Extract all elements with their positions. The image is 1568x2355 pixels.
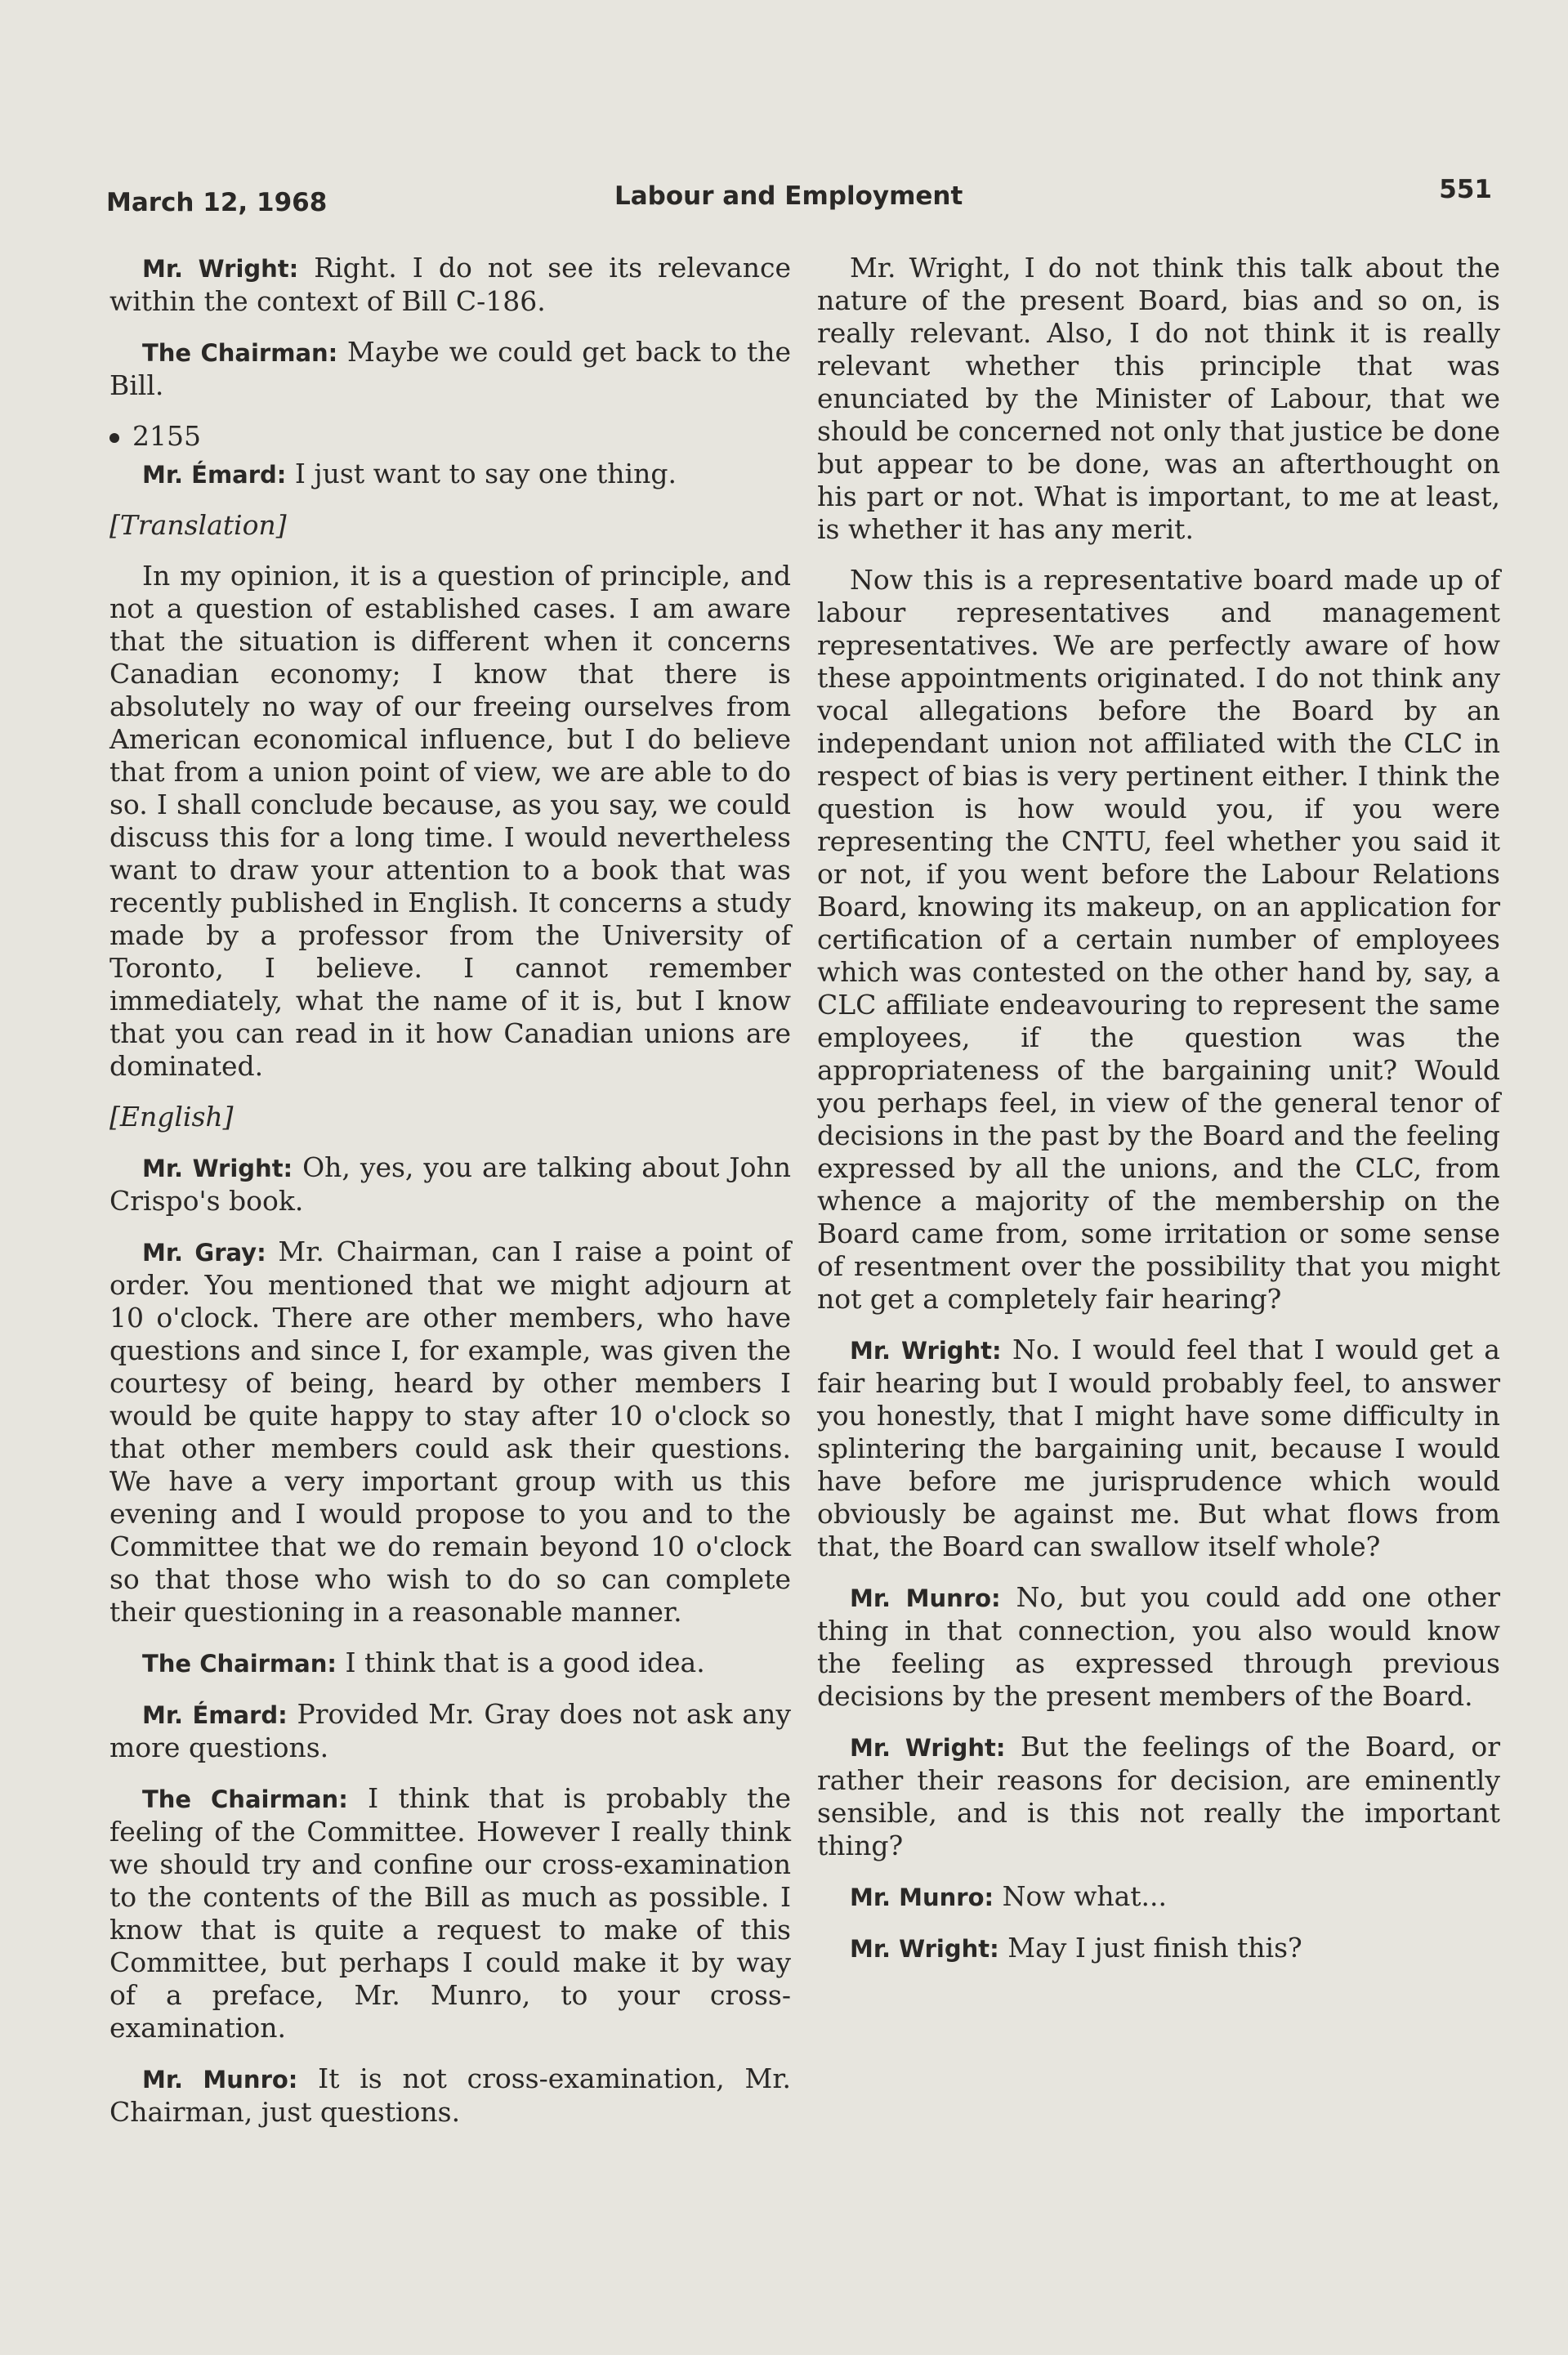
speaker-name: Mr. Émard: xyxy=(142,461,287,489)
speaker-name: Mr. Wright: xyxy=(850,1337,1002,1365)
speech-text: Right. I do not see its relevance within the context of Bill C-186. xyxy=(109,252,791,317)
speech-paragraph xyxy=(109,336,791,402)
speech-paragraph xyxy=(109,1647,791,1680)
language-tag: [English] xyxy=(109,1101,234,1133)
header-title: Labour and Employment xyxy=(614,181,963,211)
speech-text: I think that is probably the feeling of the Committee. However I really think we should try and confine our cross-examination to the contents of the Bill as much as possible. I know that is quite a request to make of this Committee, but perhaps I could make it by way of a preface, Mr. Munro, to your cross-examination. xyxy=(109,1782,791,2044)
time-marker xyxy=(109,420,791,453)
speech-text: I think that is a good idea. xyxy=(336,1647,705,1678)
speaker-name: Mr. Wright: xyxy=(142,1155,293,1182)
speech-paragraph xyxy=(109,458,791,491)
paragraph: In my opinion, it is a question of principle, and not a question of established cases. I am aware that the situation is different when it concerns Canadian economy; I know that there is absolutely no way of our freeing ourselves from American economical influence, but I do believe that from a union point of view, we are able to do so. I shall conclude because, as you say, we could discuss this for a long time. I would nevertheless want to draw your attention to a book that was recently published in English. It concerns a study made by a professor from the University of Toronto, I believe. I cannot remember immediately, what the name of it is, but I know that you can read in it how Canadian unions are dominated. xyxy=(109,560,791,1082)
speech-paragraph xyxy=(817,1731,1500,1862)
right-column xyxy=(817,252,1500,1983)
speaker-name: Mr. Wright: xyxy=(850,1935,999,1963)
speech-paragraph xyxy=(109,252,791,318)
speaker-name: Mr. Munro: xyxy=(850,1884,994,1911)
time-marker-text: 2155 xyxy=(132,420,201,452)
paragraph: Mr. Wright, I do not think this talk about the nature of the present Board, bias and so on, is really relevant. Also, I do not think it is really relevant whether this principle that was enunciated by the Minister of Labour, that we should be concerned not only that justice be done but appear to be done, was an afterthought on his part or not. What is important, to me at least, is whether it has any merit. xyxy=(817,252,1500,545)
speaker-name: The Chairman: xyxy=(142,1650,337,1678)
speech-paragraph xyxy=(817,1334,1500,1563)
speech-paragraph xyxy=(109,1698,791,1764)
speech-text: No, but you could add one other thing in that connection, you also would know the feeling as expressed through previous decisions by the present members of the Board. xyxy=(817,1581,1500,1712)
speech-text: Maybe we could get back to the Bill. xyxy=(109,336,791,401)
speech-paragraph xyxy=(109,1236,791,1629)
speaker-name: Mr. Munro: xyxy=(850,1584,1001,1612)
speech-text: May I just finish this? xyxy=(998,1932,1302,1964)
speaker-name: Mr. Wright: xyxy=(850,1734,1006,1762)
speech-text: It is not cross-examination, Mr. Chairman, just questions. xyxy=(109,2062,791,2128)
speech-text: Provided Mr. Gray does not ask any more questions. xyxy=(109,1698,791,1763)
speech-paragraph xyxy=(817,1581,1500,1713)
speaker-name: The Chairman: xyxy=(142,1785,348,1813)
speaker-name: Mr. Gray: xyxy=(142,1239,266,1267)
speech-text: Now what... xyxy=(994,1880,1167,1912)
speech-paragraph xyxy=(109,1782,791,2044)
page-number: 551 xyxy=(1439,175,1492,204)
speech-text: But the feelings of the Board, or rather their reasons for decision, are eminently sensible, and is this not really the important thing? xyxy=(817,1731,1500,1861)
speech-paragraph xyxy=(817,1932,1500,1965)
speaker-name: Mr. Émard: xyxy=(142,1701,288,1729)
header-date: March 12, 1968 xyxy=(106,188,328,217)
speaker-name: Mr. Munro: xyxy=(142,2066,298,2094)
left-column xyxy=(109,252,791,2147)
paragraph: Now this is a representative board made up of labour representatives and management representatives. We are perfectly aware of how these appointments originated. I do not think any vocal allegations before the Board by an independant union not affiliated with the CLC in respect of bias is very pertinent either. I think the question is how would you, if you were representing the CNTU, feel whether you said it or not, if you went before the Labour Relations Board, knowing its makeup, on an application for certification of a certain number of employees which was contested on the other hand by, say, a CLC affiliate endeavouring to represent the same employees, if the question was the appropriateness of the bargaining unit? Would you perhaps feel, in view of the general tenor of decisions in the past by the Board and the feeling expressed by all the unions, and the CLC, from whence a majority of the membership on the Board came from, some irritation or some sense of resentment over the possibility that you might not get a completely fair hearing? xyxy=(817,564,1500,1315)
speech-paragraph xyxy=(817,1880,1500,1914)
speech-text: No. I would feel that I would get a fair hearing but I would probably feel, to answer you honestly, that I might have some difficulty in splintering the bargaining unit, because I would have before me jurisprudence which would obviously be against me. But what flows from that, the Board can swallow itself whole? xyxy=(817,1334,1500,1562)
speech-paragraph xyxy=(109,2062,791,2129)
speech-text: I just want to say one thing. xyxy=(286,458,677,489)
speech-text: Oh, yes, you are talking about John Crispo's book. xyxy=(109,1151,791,1217)
speaker-name: The Chairman: xyxy=(142,339,338,367)
speaker-name: Mr. Wright: xyxy=(142,255,299,283)
speech-paragraph xyxy=(109,1151,791,1218)
running-header xyxy=(106,172,1512,217)
speech-text: Mr. Chairman, can I raise a point of order. You mentioned that we might adjourn at 10 o'clock. There are other members, who have questions and since I, for example, was given the courtesy of being, heard by other members I would be quite happy to stay after 10 o'clock so that other members could ask their questions. We have a very important group with us this evening and I would propose to you and to the Committee that we do remain beyond 10 o'clock so that those who wish to do so can complete their questioning in a reasonable manner. xyxy=(109,1236,792,1628)
bullet-dot-icon xyxy=(109,433,119,443)
language-tag: [Translation] xyxy=(109,509,287,541)
